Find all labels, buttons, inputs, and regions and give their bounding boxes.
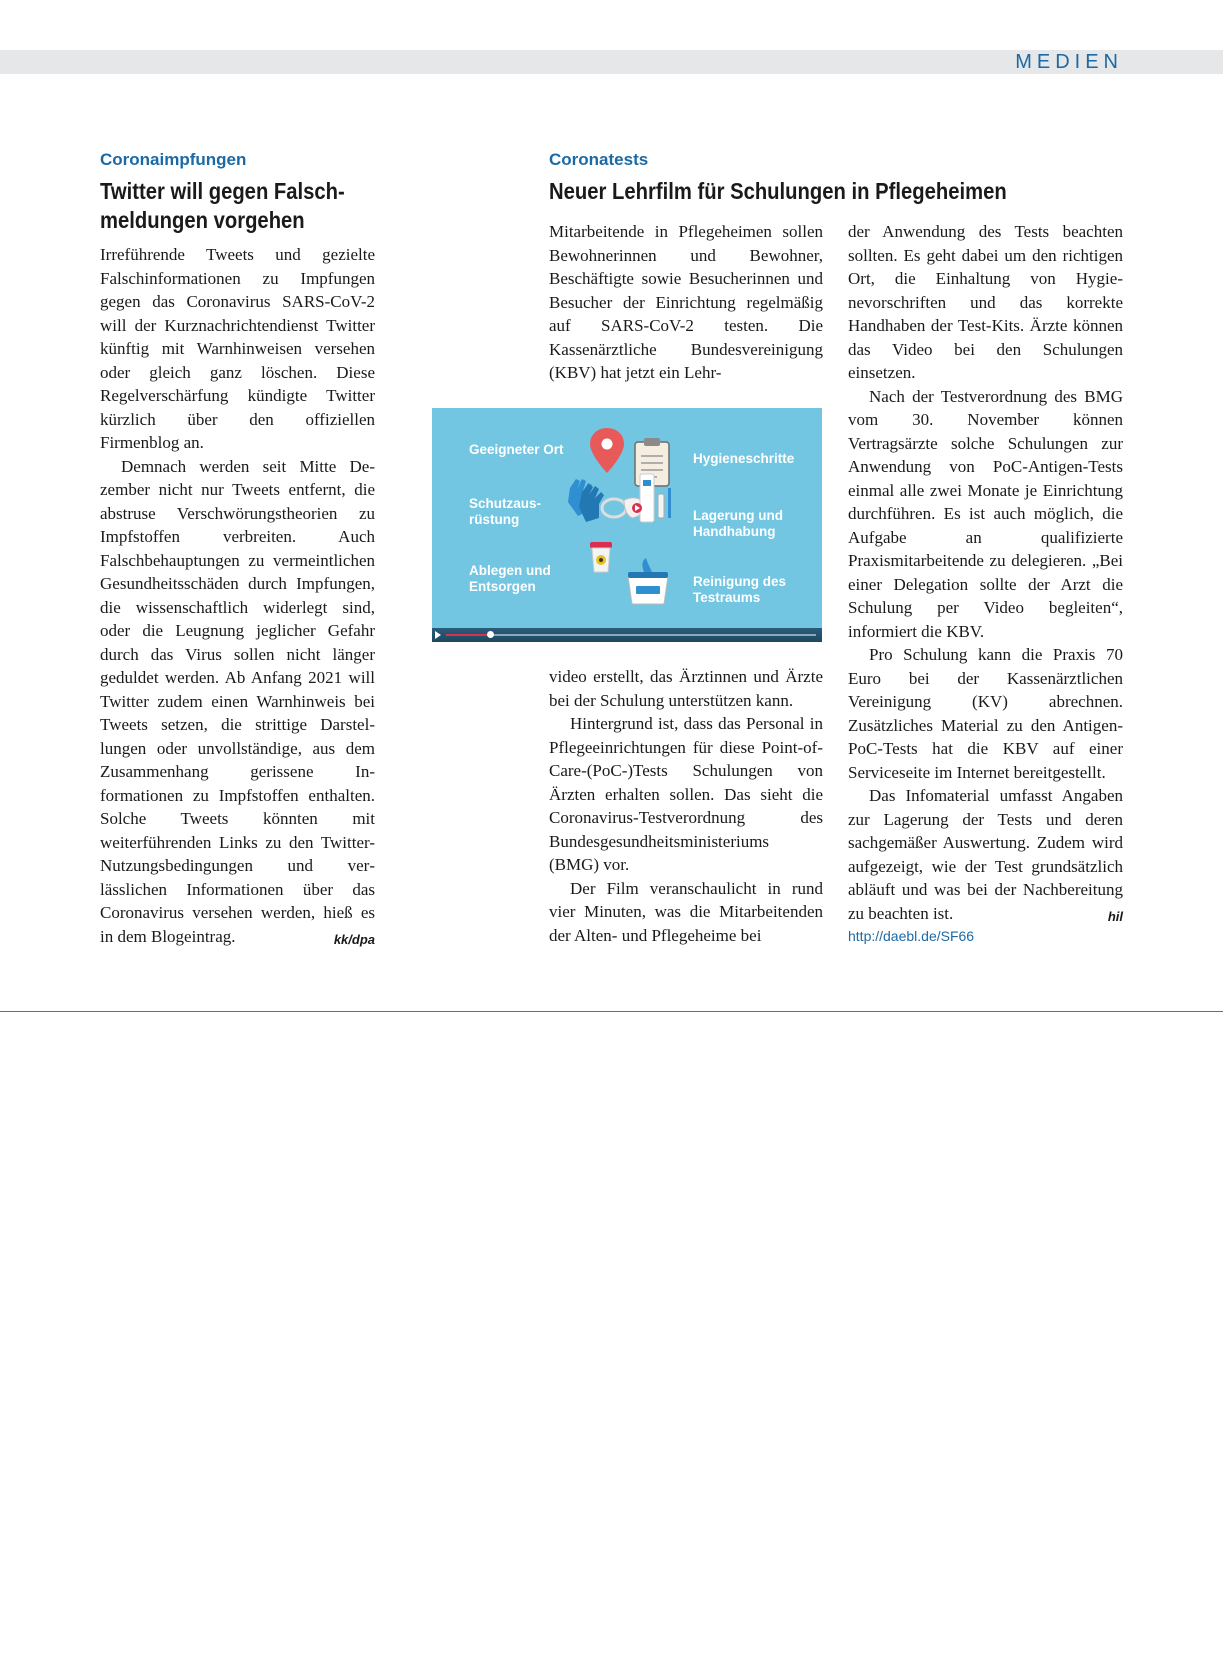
article2-signature: hil [1107,908,1123,924]
video-player[interactable] [432,408,822,642]
article2-paragraph [848,784,1123,925]
video-label-storage-1: Lagerung und [693,508,783,523]
article2-paragraph: video erstellt, das Ärztinnen und Ärzte bei der Schulung unterstützen kann. [549,667,823,710]
video-label-hygiene: Hygieneschritte [693,451,795,466]
article2-link[interactable]: http://daebl.de/SF66 [848,928,975,944]
video-label-location: Geeigneter Ort [469,442,564,457]
cleaning-bucket-icon [628,558,668,604]
video-illustration [432,408,822,628]
article2-headline: Neuer Lehrfilm für Schulungen in Pflegeheimen [549,178,1007,204]
video-label-protection-2: rüstung [469,512,520,527]
location-pin-icon [590,428,624,473]
video-label-disposal-2: Entsorgen [469,579,536,594]
video-label-disposal-1: Ablegen und [469,563,551,578]
article2-paragraph: Hintergrund ist, dass das Personal in Pflegeeinrichtungen für diese Point-of-Care-(PoC-)Tests Schulungen von Ärzten erhalten sollen. Das sieht die Coronavirus-Testverordnung des Bundesgesundheitsministeriums (BMG) vor. [549,714,823,874]
article2-col1-top [549,220,823,385]
article2-paragraph: Pro Schulung kann die Praxis 70 Euro bei der Kassenärztlichen Vereinigung (KV) abrechnen. Zusätzliches Material zu den Antigen-PoC-Tests hat die KBV auf einer Serviceseite im Internet bereitgestellt. [848,645,1123,782]
article2-paragraph-text: Das Infomaterial umfasst Angaben zur Lagerung der Tests und deren sachgemäßer Auswertung. Zudem wird aufgezeigt, wie der Test grundsätzlich abläuft und was bei der Nachbereitung zu beachten ist. [848,786,1123,923]
article1-paragraph-text: Demnach werden seit Mitte Dezember nicht nur Tweets entfernt, die abstruse Verschwörungstheorien zu Impfstoffen verbreiten. Auch Falschbehauptungen zu vermeintlichen Gesundheitsschäden durch Impfungen, die wissenschaftlich widerlegt sind, oder die Leugnung jeglicher Gefahr durch das Virus sollen nicht länger geduldet werden. Ab Anfang 2021 will Twitter zudem einen Warnhinweis bei Tweets setzen, die strittige Darstellungen oder unvollständige, aus dem Zusammenhang gerissene Informationen zu Impfstoffen enthalten. Solche Tweets könnten mit weiterführenden Links zu den Twitter-Nutzungsbedingungen und verlässlichen Informationen über das Coronavirus versehen werden, hieß es in dem Blogeintrag. [100,456,375,946]
article1-body [100,243,375,951]
article1-headline-line2: meldungen vorgehen [100,207,305,233]
article1-paragraph: Irreführende Tweets und gezielte Falschinformationen zu Impfungen gegen das Coronavirus SARS-CoV-2 will der Kurznachrichtendienst Twitter künftig mit Warnhinweisen versehen oder gleich ganz löschen. Diese Regelverschärfung kündigte Twitter kürzlich über den offiziellen Firmenblog an. [100,245,375,452]
biohazard-bin-icon [590,542,612,572]
article1-paragraph [100,455,375,949]
video-label-protection-1: Schutzaus- [469,496,542,511]
article2-paragraph: Der Film veranschaulicht in rund vier Minuten, was die Mitarbeitenden der Alten- und Pflegeheime bei [549,878,823,945]
video-label-cleaning-2: Testraums [693,590,761,605]
article2-col1-bottom [549,665,823,947]
video-progress-fill [446,634,490,636]
page-divider [0,1011,1223,1012]
article1-kicker: Coronaimpfungen [100,150,247,169]
article2-paragraph: der Anwendung des Tests beachten sollten. Es geht dabei um den richtigen Ort, die Einhaltung von Hygienevorschriften und das korrekte Handhaben der Test-Kits. Ärzte können das Video bei den Schulungen einsetzen. [848,222,1123,382]
video-progress-handle[interactable] [487,631,494,638]
article2-paragraph: Nach der Testverordnung des BMG vom 30. November können Vertragsärzte solche Schulungen zur Anwendung von PoC-Antigen-Tests einmal alle zwei Monate je Einrichtung durchführen. Es ist auch möglich, die Aufgabe an qualifizierte Praxismitarbeitende zu delegieren. „Bei einer Delegation sollte der Arzt die Schulung per Video begleiten“, informiert die KBV. [848,386,1123,641]
gloves-icon [568,479,604,522]
article1-signature: kk/dpa [333,931,375,947]
article2-paragraph: Mitarbeitende in Pflegeheimen sollen Bewohnerinnen und Bewohner, Beschäftigte sowie Besucherinnen und Besucher der Einrichtung regelmäßig auf SARS-CoV-2 testen. Die Kassenärztliche Bundesvereinigung (KBV) hat jetzt ein Lehr- [549,222,823,382]
video-label-cleaning-1: Reinigung des [693,574,787,589]
video-progress-track[interactable] [446,634,816,636]
video-label-storage-2: Handhabung [693,524,776,539]
article2-kicker: Coronatests [549,150,649,169]
article1-headline-line1: Twitter will gegen Falsch- [100,178,345,204]
video-controls [432,628,822,642]
play-icon[interactable] [435,631,441,639]
article2-col2 [848,220,1123,949]
section-label: MEDIEN [1015,51,1123,73]
